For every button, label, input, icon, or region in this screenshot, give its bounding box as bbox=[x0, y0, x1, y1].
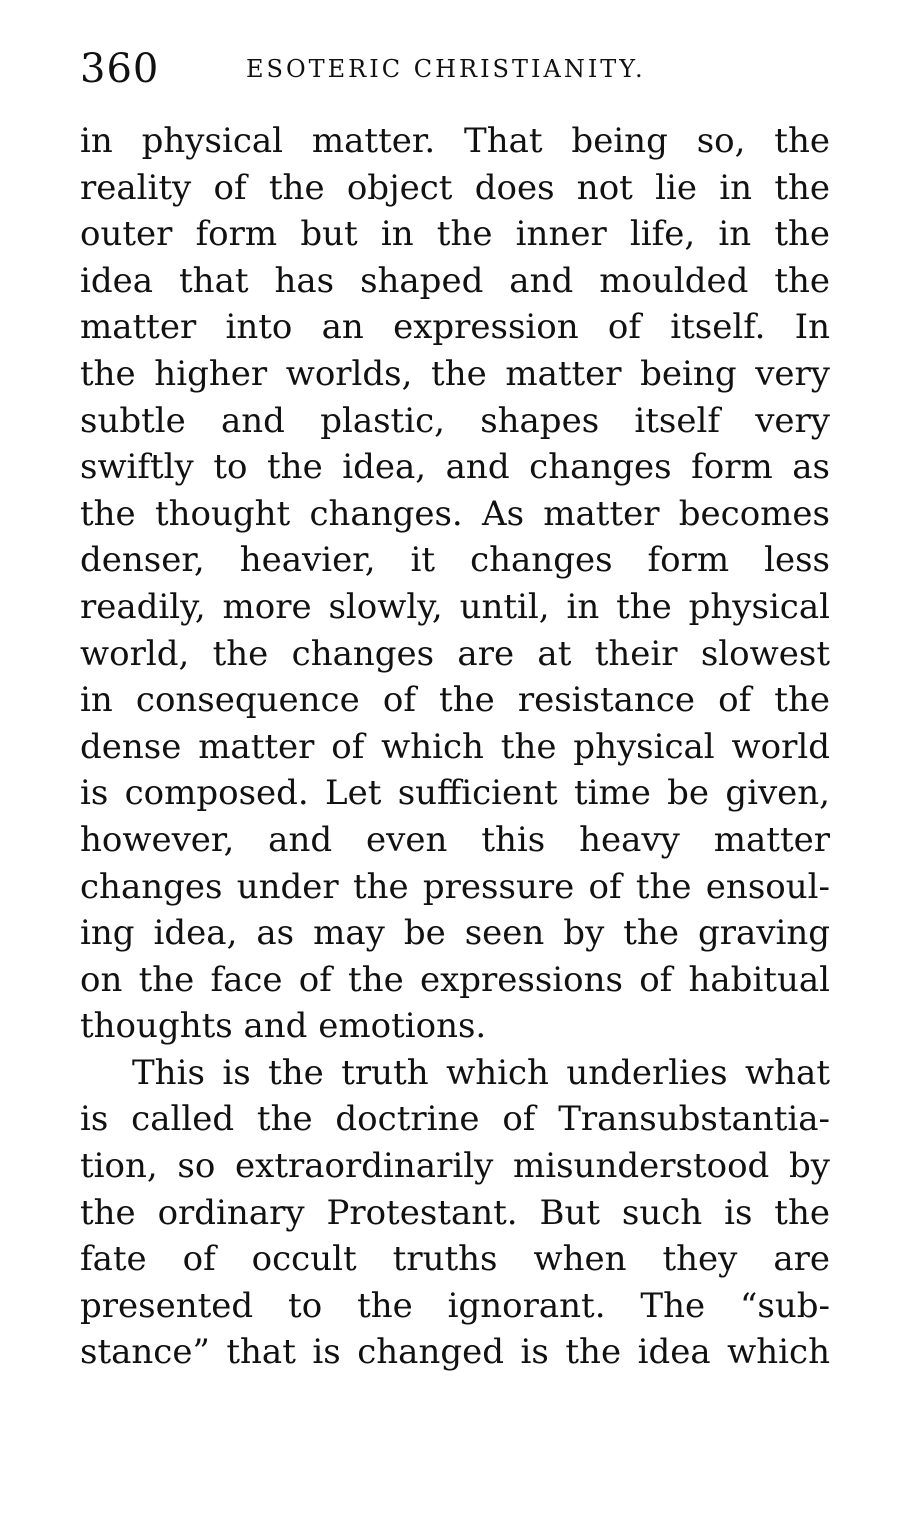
text-line: the ordinary Protestant. But such is the bbox=[80, 1192, 830, 1233]
text-line: the thought changes. As matter becomes bbox=[80, 493, 830, 534]
text-line: on the face of the expressions of habitual bbox=[80, 959, 830, 1000]
text-line: in physical matter. That being so, the bbox=[80, 121, 830, 161]
text-line: fate of occult truths when they are bbox=[80, 1239, 830, 1280]
text-line: presented to the ignorant. The “sub- bbox=[80, 1285, 830, 1326]
text-line: stance” that is changed is the idea which bbox=[80, 1332, 830, 1373]
text-line: in consequence of the resistance of the bbox=[80, 680, 830, 721]
text-line: denser, heavier, it changes form less bbox=[80, 540, 830, 581]
body-text bbox=[80, 118, 830, 1376]
text-line: however, and even this heavy matter bbox=[80, 819, 830, 860]
text-line: changes under the pressure of the ensoul- bbox=[80, 866, 830, 907]
text-line: reality of the object does not lie in the bbox=[80, 167, 830, 208]
text-line: readily, more slowly, until, in the physical bbox=[80, 586, 830, 627]
text-line: is composed. Let sufficient time be given, bbox=[80, 773, 830, 814]
text-line: subtle and plastic, shapes itself very bbox=[80, 400, 830, 441]
page-number: 360 bbox=[80, 46, 160, 92]
text-line: ing idea, as may be seen by the graving bbox=[80, 913, 830, 954]
text-line: outer form but in the inner life, in the bbox=[80, 214, 830, 255]
running-title: ESOTERIC CHRISTIANITY. bbox=[246, 55, 646, 83]
text-line: the higher worlds, the matter being very bbox=[80, 353, 830, 394]
page-header bbox=[80, 44, 840, 94]
text-line: world, the changes are at their slowest bbox=[80, 633, 830, 674]
text-line: is called the doctrine of Transubstantia- bbox=[80, 1099, 830, 1140]
paragraph-start-line: This is the truth which underlies what bbox=[132, 1052, 830, 1093]
text-line: tion, so extraordinarily misunderstood by bbox=[80, 1146, 830, 1187]
text-line: matter into an expression of itself. In bbox=[80, 307, 830, 348]
paragraph-end-line: thoughts and emotions. bbox=[80, 1006, 487, 1047]
text-line: idea that has shaped and moulded the bbox=[80, 260, 830, 301]
text-line: dense matter of which the physical world bbox=[80, 726, 830, 767]
text-line: swiftly to the idea, and changes form as bbox=[80, 447, 830, 488]
